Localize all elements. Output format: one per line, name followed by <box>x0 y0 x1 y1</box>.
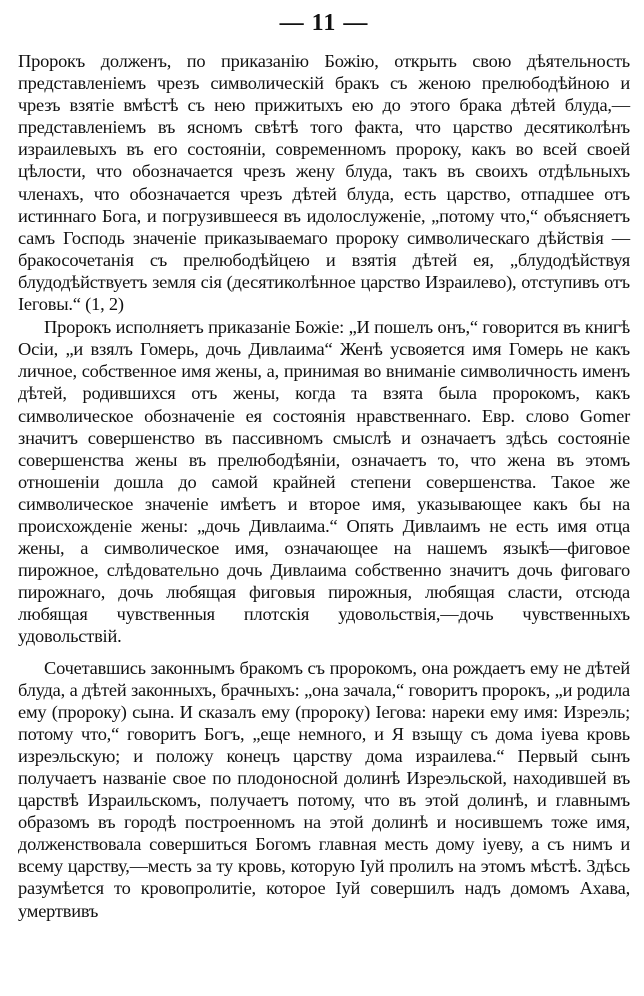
paragraph-3: Сочетавшись законнымъ бракомъ съ пророкомъ, она рождаетъ ему не дѣтей блуда, а дѣтей законныхъ, брачныхъ: „она зачала,“ говоритъ пророкъ, „и родила ему (пророку) сына. И сказалъ ему (пророку) Іегова: нареки ему имя: Изреэль; потому что,“ говоритъ Богъ, „еще немного, и Я взыщу съ дома іуева кровь изреэльскую; и положу конецъ царству дома израилева.“ Первый сынъ получаетъ названіе свое по плодоносной долинѣ Изреэльской, находившей въ царствѣ Израильскомъ, получаетъ потому, что въ этой долинѣ, и главнымъ образомъ въ городѣ построенномъ на этой долинѣ и носившемъ тоже имя, долженствовала совершиться Богомъ главная месть дому іуеву, а съ нимъ и всему царству,—месть за ту кровь, которую Іуй пролилъ на этомъ мѣстѣ. Здѣсь разумѣется то кровопролитіе, которое Іуй совершилъ надъ домомъ Ахава, умертвивъ <box>18 657 630 921</box>
paragraph-2: Пророкъ исполняетъ приказаніе Божіе: „И пошелъ онъ,“ говорится въ книгѣ Осіи, „и взялъ Гомерь, дочь Дивлаима“ Женѣ усвояется имя Гомерь не какъ личное, собственное имя жены, а, принимая во вниманіе символичность именъ дѣтей, родившихся отъ жены, когда та взята была пророкомъ, какъ символическое обозначеніе ея состоянія нравственнаго. Евр. слово Gomer значитъ совершенство въ пассивномъ смыслѣ и означаетъ здѣсь состояніе совершенства жены въ прелюбодѣяніи, означаетъ то, что жена въ этомъ отношеніи дошла до самой крайней степени совершенства. Такое же символическое значеніе имѣетъ и второе имя, указывающее какъ бы на происхожденіе жены: „дочь Дивлаима.“ Опять Дивлаимъ не есть имя отца жены, а символическое имя, означающее на нашемъ языкѣ—фиговое пирожное, слѣдовательно дочь Дивлаима собственно значитъ дочь фиговаго пирожнаго, дочь любящая фиговыя пирожныя, любящая сласти, отсюда любящая чувственныя плотскія удовольствія,—дочь чувственныхъ удовольствій. <box>18 317 630 647</box>
paragraph-1: Пророкъ долженъ, по приказанію Божію, открыть свою дѣятельность представленіемъ чрезъ символическій бракъ съ женою прелюбодѣйною и чрезъ взятіе вмѣстѣ съ нею прижитыхъ ею до этого брака дѣтей блуда,—представленіемъ въ ясномъ свѣтѣ того факта, что царство десятиколѣнъ израилевыхъ въ его состояніи, современномъ пророку, какъ во всей своей цѣлости, что обозначается чрезъ жену блуда, такъ въ своихъ отдѣльныхъ членахъ, что обозначается чрезъ дѣтей блуда, есть царство, отпадшее отъ истиннаго Бога, и погрузившееся въ идолослуженіе, „потому что,“ объясняетъ самъ Господь значеніе приказываемаго пророку символическаго дѣйствія — бракосочетанія съ прелюбодѣйцею и взятія дѣтей ея, „блудодѣйствуя блудодѣйствуетъ земля сія (десятиколѣнное царство Израилево), отступивъ отъ Іеговы.“ (1, 2) <box>18 51 630 315</box>
page-number: — 11 — <box>279 10 369 36</box>
